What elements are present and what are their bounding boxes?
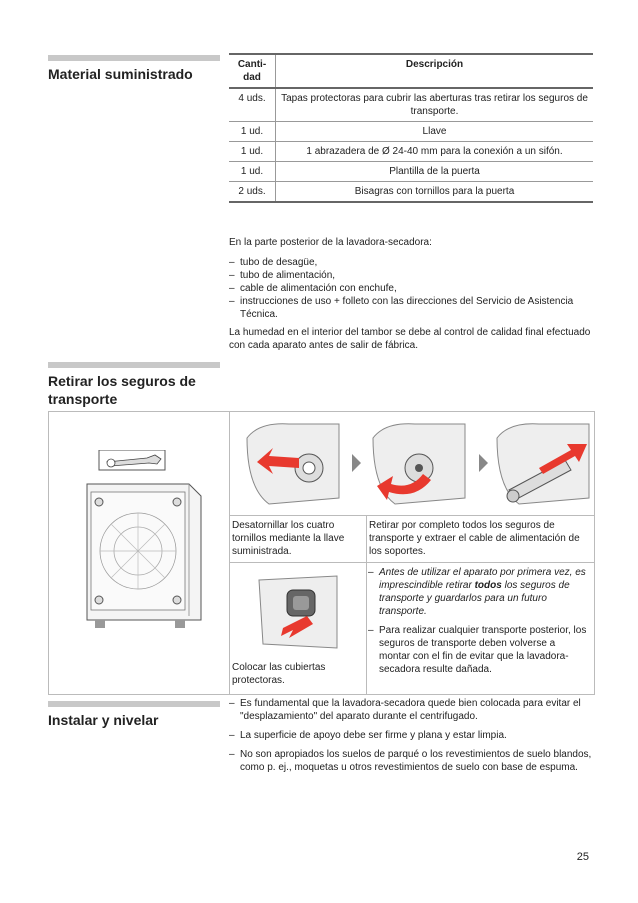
step-unscrew-caption: Desatornillar los cuatro tornillos mediante la llave suministrada. [232,520,345,557]
section-title-retirar: Retirar los seguros de transporte [48,373,196,407]
description-cell: Plantilla de la puerta [276,162,594,182]
list-item: – Para realizar cualquier transporte posterior, los seguros de transporte deben volverse a montar con el fin de evitar que la lavadora-secadora resulte dañada. [368,624,588,676]
list-item: – instrucciones de uso + folleto con las direcciones del Servicio de Asistencia Técnica. [229,295,599,321]
description-cell: Bisagras con tornillos para la puerta [276,182,594,203]
rear-intro-text: En la parte posterior de la lavadora-secadora: [229,237,432,248]
description-cell: Llave [276,122,594,142]
section-bar-material [48,55,220,61]
caption-divider [229,562,594,563]
list-item [368,566,588,618]
install-items-list [229,697,599,774]
quantity-cell: 2 uds. [229,182,276,203]
step-unscrew-illustration [239,418,345,510]
quantity-cell: 1 ud. [229,162,276,182]
wrench-icon [99,450,165,470]
table-row [229,122,593,142]
section-bar-instalar [48,701,220,707]
quantity-cell: 1 ud. [229,122,276,142]
quantity-cell: 4 uds. [229,88,276,122]
caption-divider [366,515,367,694]
description-cell: Tapas protectoras para cubrir las aberturas tras retirar los seguros de transporte. [276,88,594,122]
note-text: los seguros de transporte y guardarlos para un futuro transporte. [379,580,570,617]
page-number: 25 [576,851,589,863]
list-item: – La superficie de apoyo debe ser firme y plana y estar limpia. [229,729,599,742]
rear-items-list [229,256,599,321]
list-item: – Es fundamental que la lavadora-secadora quede bien colocada para evitar el "desplazamiento" del aparato durante el centrifugado. [229,697,599,723]
step-remove-caption: Retirar por completo todos los seguros de transporte y extraer el cable de alimentación de los soportes. [369,520,580,557]
table-header-row [229,54,593,88]
list-item: – tubo de desagüe, [229,256,599,269]
table-row [229,182,593,203]
list-item: – No son apropiados los suelos de parqué o los revestimientos de suelo blandos, como p. ej., moquetas u otros revestimientos de suelo con base de espuma. [229,748,599,774]
column-header-quantity: Canti-dad [229,54,276,88]
figure-divider [229,412,230,694]
washer-rear-illustration [77,450,217,636]
note-text: Antes de utilizar el aparato por primera vez, es imprescindible retirar [379,567,586,591]
section-title-material: Material suministrado [48,66,193,82]
column-header-description: Descripción [276,54,594,88]
note-emphasis: todos [474,580,502,591]
description-cell: 1 abrazadera de Ø 24-40 mm para la conexión a un sifón. [276,142,594,162]
step-extract-illustration [489,418,591,510]
protective-cover-illustration [253,570,343,652]
table-row [229,88,593,122]
caption-divider [229,515,594,516]
transport-notes [368,566,588,682]
material-table [229,53,593,203]
step-remove-illustration [365,418,471,510]
list-item: – cable de alimentación con enchufe, [229,282,599,295]
step-cover-caption: Colocar las cubiertas protectoras. [232,662,326,686]
table-row [229,142,593,162]
quantity-cell: 1 ud. [229,142,276,162]
table-row [229,162,593,182]
section-bar-retirar [48,362,220,368]
washer-body [87,484,201,628]
transport-bolts-figure [48,411,595,695]
section-title-instalar: Instalar y nivelar [48,712,159,728]
step-chevron-icon [479,454,488,472]
humidity-note: La humedad en el interior del tambor se debe al control de calidad final efectuado con cada aparato antes de salir de fábrica. [229,327,591,351]
list-item: – tubo de alimentación, [229,269,599,282]
step-chevron-icon [352,454,361,472]
